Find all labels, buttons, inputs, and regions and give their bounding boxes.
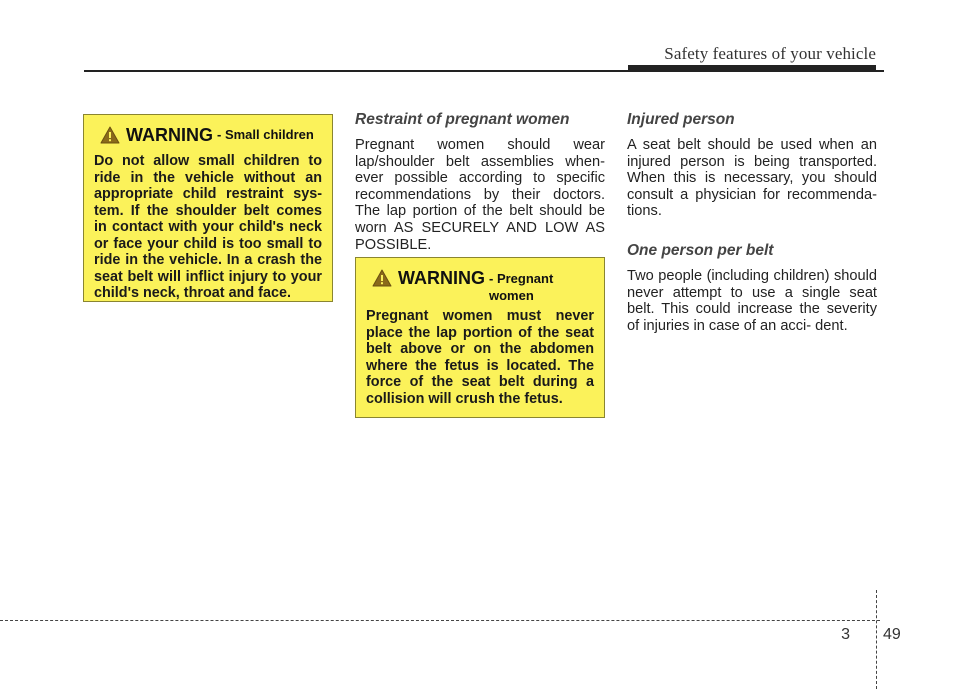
warning-box-small-children: [83, 114, 333, 302]
chapter-number: 3: [841, 626, 850, 643]
heading-one-person-per-belt: One person per belt: [627, 241, 774, 259]
warning-header: [366, 268, 594, 304]
warning-box-pregnant-women: [355, 257, 605, 418]
heading-injured-person: Injured person: [627, 111, 735, 128]
column-middle: [355, 111, 605, 253]
warning-title: WARNING: [126, 125, 213, 145]
warning-title: WARNING: [398, 268, 485, 288]
page-number: 49: [883, 626, 901, 643]
footer-divider: [876, 590, 877, 689]
heading-restraint-pregnant-women: Restraint of pregnant women: [355, 111, 570, 128]
column-right: [627, 111, 877, 334]
paragraph-injured-person: A seat belt should be used when an injured person is being transported. When this is necessary, you should consult a physician for recommenda- tions.: [627, 137, 877, 220]
warning-subtitle: - Pregnant women: [489, 271, 554, 303]
warning-header: [94, 125, 322, 145]
footer-rule: [0, 620, 880, 621]
paragraph-one-person-per-belt: Two people (including children) should never attempt to use a single seat belt. This could increase the severity of injuries in case of an acci- dent.: [627, 267, 877, 334]
warning-text: Pregnant women must never place the lap portion of the seat belt above or on the abdomen where the fetus is located. The force of the seat belt during a collision will crush the fetus.: [366, 308, 594, 407]
section-title: Safety features of your vehicle: [664, 44, 876, 63]
paragraph-restraint-pregnant-women: Pregnant women should wear lap/shoulder belt assemblies when- ever possible according to specific recommendations by their doctors. The lap portion of the belt should be worn AS SECURELY AND LOW AS POSSIBLE.: [355, 137, 605, 253]
warning-triangle-icon: [100, 126, 120, 144]
warning-triangle-icon: [372, 269, 392, 287]
header-rule-accent: [628, 65, 876, 72]
warning-text: Do not allow small children to ride in the vehicle without an appropriate child restraint sys- tem. If the shoulder belt comes in contact with your child's neck or face your child is too small to ride in the vehicle. In a crash the seat belt will inflict injury to your child's neck, throat and face.: [94, 153, 322, 301]
warning-subtitle: - Small children: [217, 127, 314, 142]
